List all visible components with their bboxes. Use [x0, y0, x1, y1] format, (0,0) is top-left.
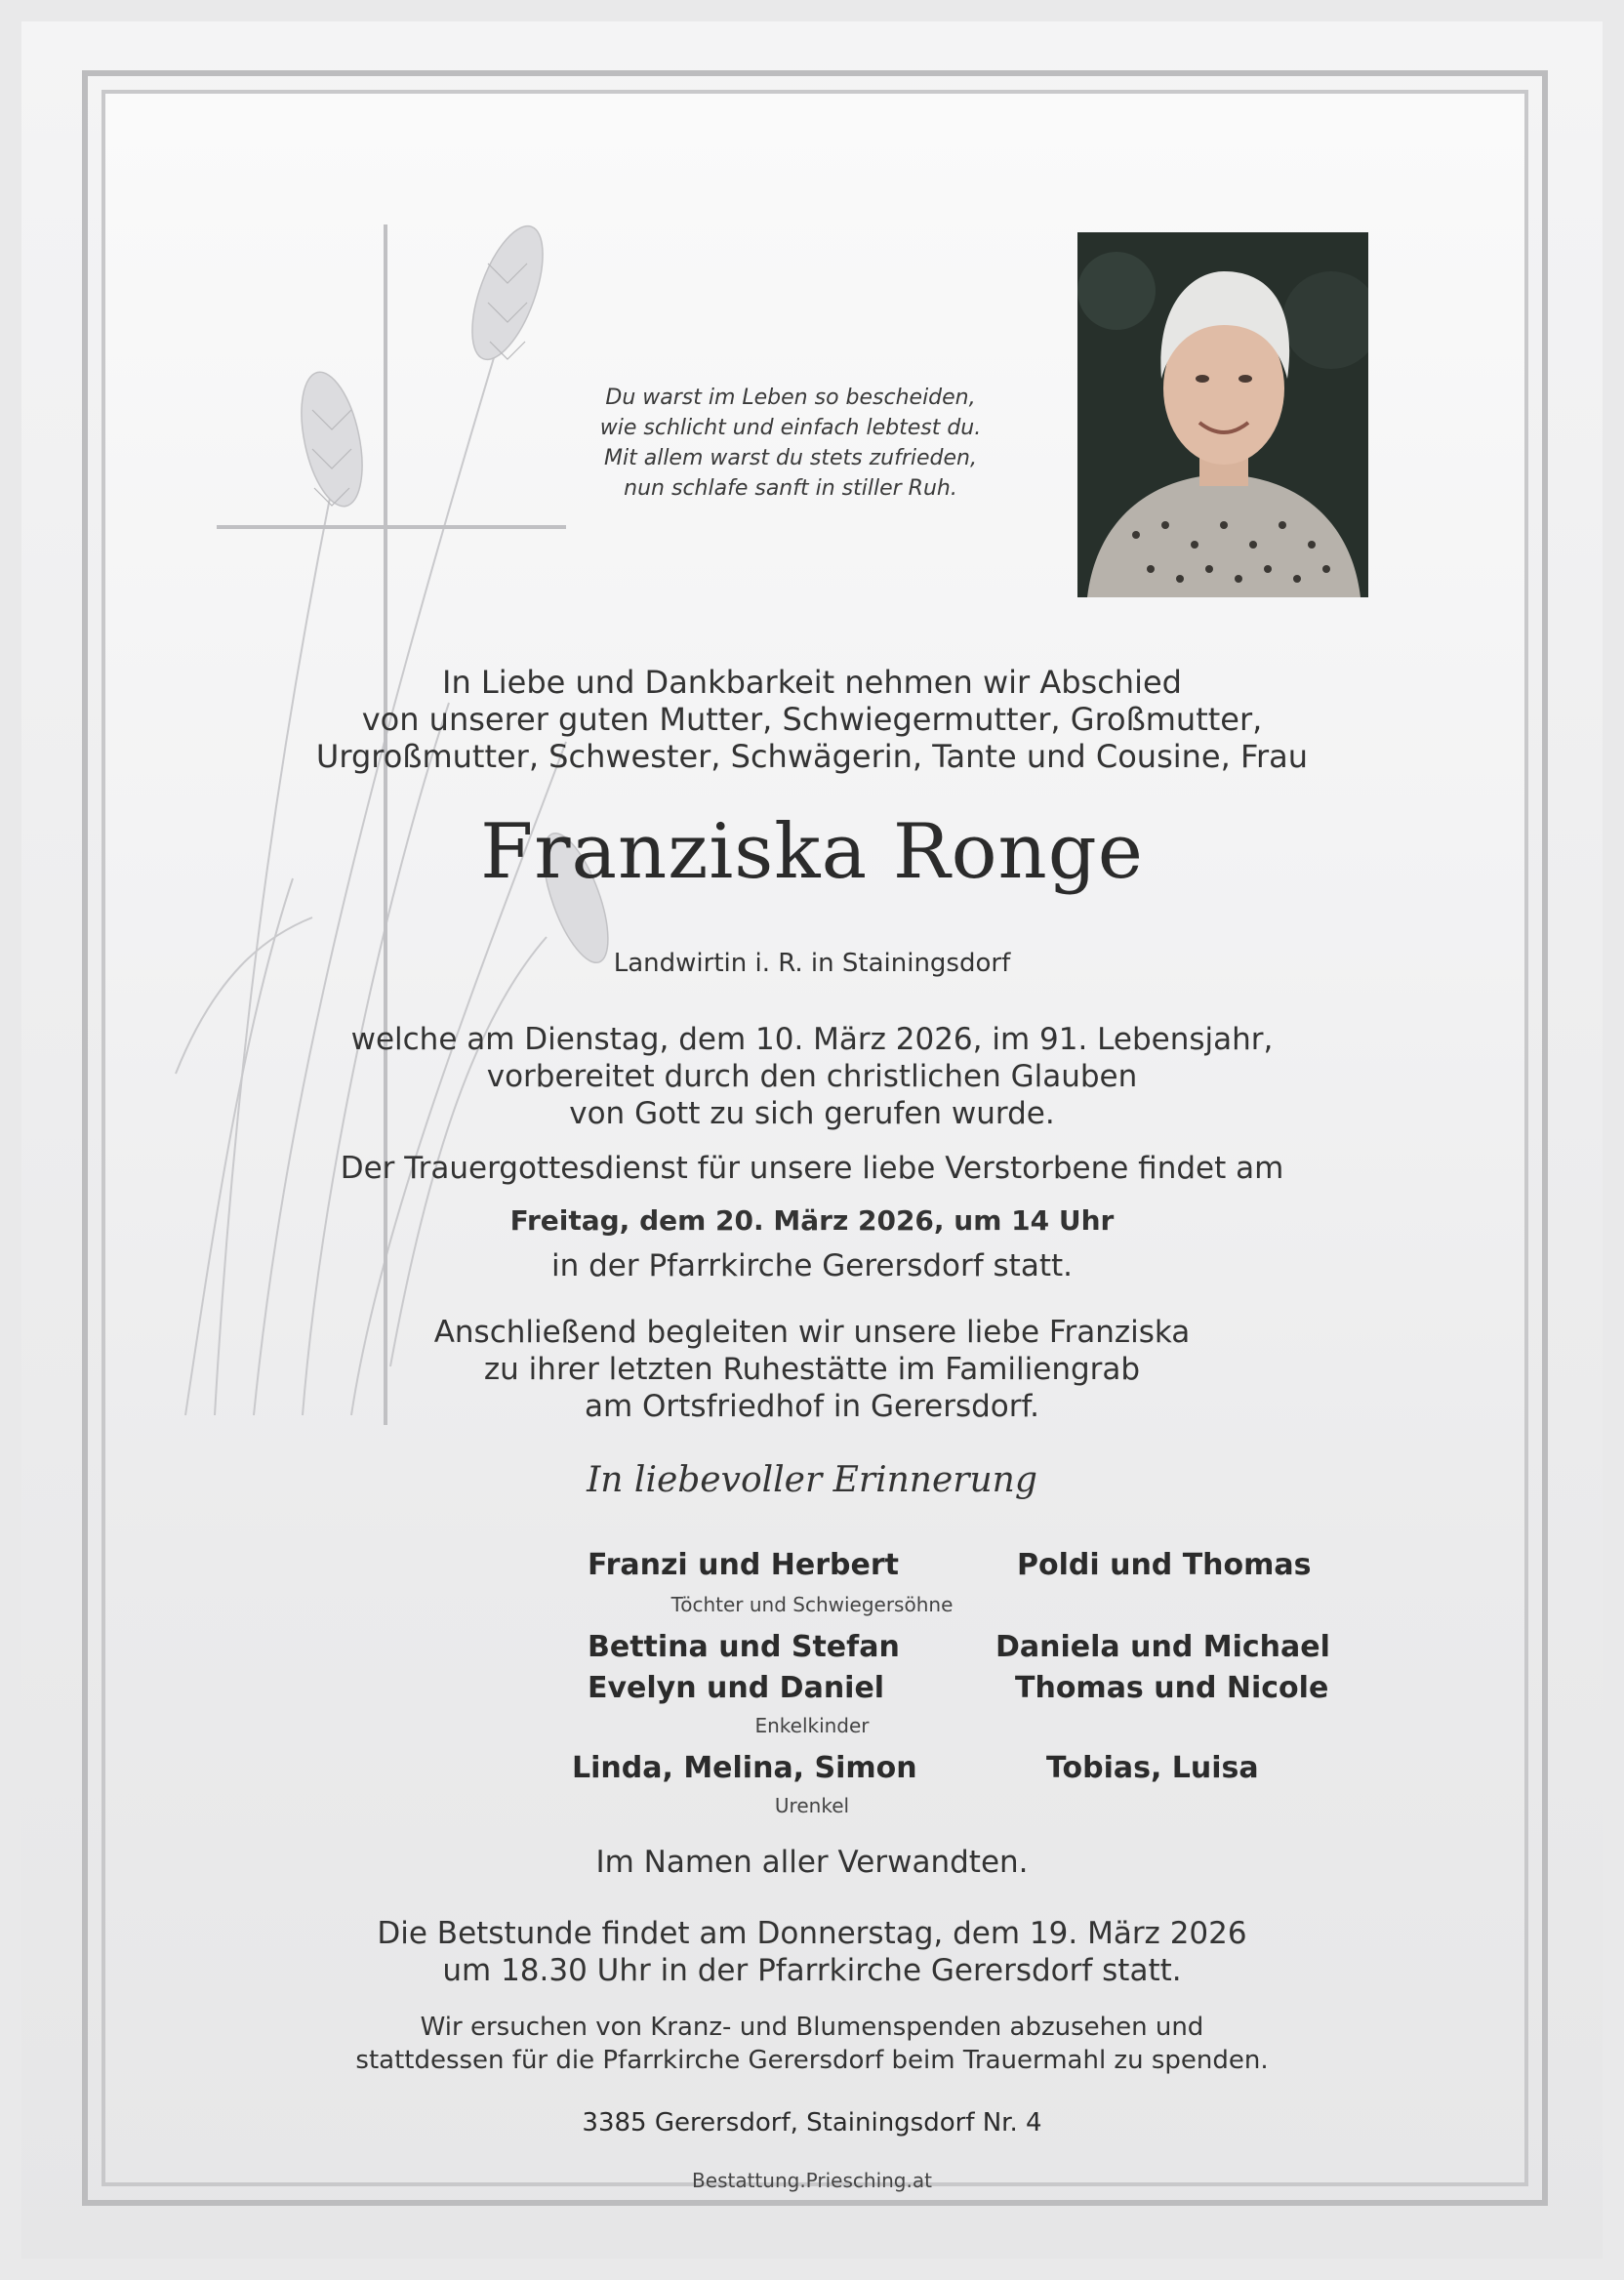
service-date: Freitag, dem 20. März 2026, um 14 Uhr: [509, 1204, 1115, 1237]
relation-label-great-grandchildren: Urenkel: [774, 1794, 850, 1817]
intro-line: Urgroßmutter, Schwester, Schwägerin, Tante und Cousine, Frau: [315, 738, 1309, 775]
burial-line: zu ihrer letzten Ruhestätte im Familiengrab: [483, 1352, 1141, 1387]
mourner-great-grandchildren-left: Linda, Melina, Simon: [572, 1751, 917, 1785]
mourner-great-grandchildren-right: Tobias, Luisa: [1046, 1751, 1259, 1785]
closing-line: Im Namen aller Verwandten.: [595, 1845, 1029, 1880]
intro-line: In Liebe und Dankbarkeit nehmen wir Abschied: [442, 664, 1182, 701]
deceased-name: Franziska Ronge: [480, 808, 1144, 896]
memorial-poem: [547, 383, 1035, 504]
death-line: vorbereitet durch den christlichen Glauben: [486, 1059, 1138, 1094]
prayer-line: Die Betstunde findet am Donnerstag, dem 19. März 2026: [377, 1916, 1247, 1951]
mourner-children-left: Franzi und Herbert: [588, 1548, 899, 1582]
portrait-photo: [1077, 232, 1368, 597]
prayer-line: um 18.30 Uhr in der Pfarrkirche Gerersdorf statt.: [442, 1953, 1182, 1988]
service-intro: Der Trauergottesdienst für unsere liebe Verstorbene findet am: [340, 1151, 1284, 1186]
poem-line: wie schlicht und einfach lebtest du.: [599, 416, 982, 440]
memory-heading: In liebevoller Erinnerung: [587, 1460, 1037, 1500]
death-notice: [0, 1021, 1624, 1132]
poem-line: Du warst im Leben so bescheiden,: [605, 386, 976, 410]
relation-label-grandchildren: Enkelkinder: [754, 1714, 870, 1737]
address: 3385 Gerersdorf, Stainingsdorf Nr. 4: [582, 2108, 1042, 2138]
mourner-grandchildren-right-2: Thomas und Nicole: [1015, 1671, 1329, 1705]
donation-request: [0, 2011, 1624, 2077]
mourner-grandchildren-right-1: Daniela und Michael: [995, 1630, 1330, 1664]
intro-line: von unserer guten Mutter, Schwiegermutter, Großmutter,: [361, 701, 1263, 738]
mourner-children-right: Poldi und Thomas: [1017, 1548, 1312, 1582]
request-line: Wir ersuchen von Kranz- und Blumenspenden abzusehen und: [420, 2013, 1204, 2042]
mourner-grandchildren-left-1: Bettina und Stefan: [588, 1630, 900, 1664]
request-line: stattdessen für die Pfarrkirche Gerersdorf beim Trauermahl zu spenden.: [355, 2046, 1269, 2075]
funeral-home-website: Bestattung.Priesching.at: [692, 2169, 932, 2192]
death-line: welche am Dienstag, dem 10. März 2026, im 91. Lebensjahr,: [350, 1022, 1274, 1057]
relation-label-children: Töchter und Schwiegersöhne: [670, 1593, 954, 1616]
occupation: Landwirtin i. R. in Stainingsdorf: [613, 949, 1011, 978]
burial-notice: [0, 1314, 1624, 1425]
poem-line: nun schlafe sanft in stiller Ruh.: [624, 476, 957, 501]
death-line: von Gott zu sich gerufen wurde.: [569, 1096, 1055, 1131]
intro-text: [0, 664, 1624, 775]
burial-line: am Ortsfriedhof in Gerersdorf.: [584, 1389, 1040, 1424]
service-place: in der Pfarrkirche Gerersdorf statt.: [550, 1248, 1073, 1283]
prayer-notice: [0, 1915, 1624, 1989]
burial-line: Anschließend begleiten wir unsere liebe Franziska: [433, 1315, 1191, 1350]
mourner-grandchildren-left-2: Evelyn und Daniel: [588, 1671, 885, 1705]
poem-line: Mit allem warst du stets zufrieden,: [604, 446, 977, 470]
